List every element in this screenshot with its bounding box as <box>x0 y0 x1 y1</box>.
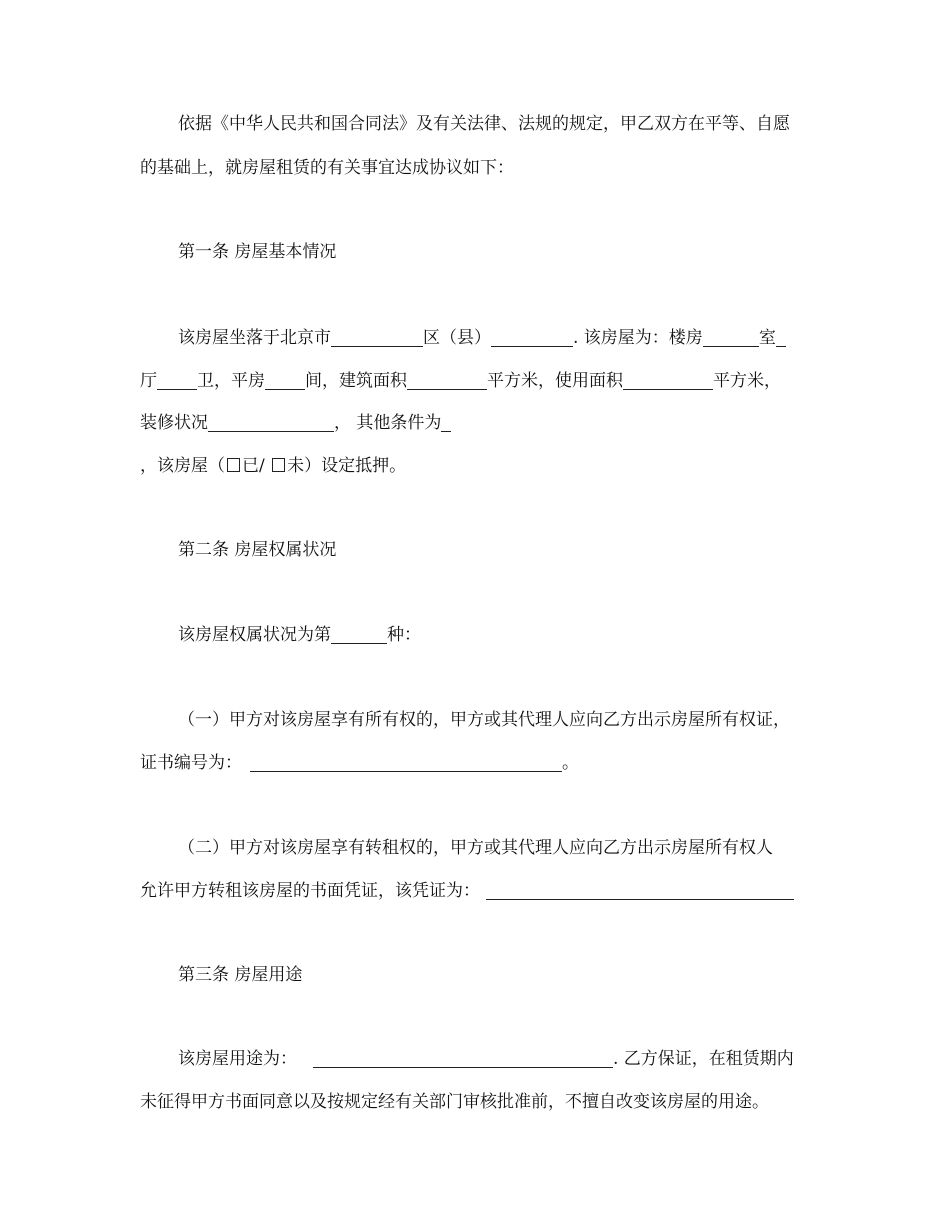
text: 种： <box>387 625 421 645</box>
article2-option1-line-1 <box>178 708 950 732</box>
mortgaged-no-checkbox[interactable] <box>272 458 285 472</box>
bathrooms-blank[interactable] <box>157 371 197 390</box>
article2-option1-line-2 <box>140 751 950 775</box>
text: 未征得甲方书面同意以及按规定经有关部门审核批准前，不擅自改变该房屋的用途。 <box>140 1092 769 1112</box>
bungalow-rooms-blank[interactable] <box>265 371 305 390</box>
article2-option2-line-1 <box>178 836 950 860</box>
article3-heading-text: 第三条 房屋用途 <box>178 965 303 985</box>
intro-line-1 <box>178 112 950 136</box>
text: 区（县） <box>423 328 491 348</box>
article2-line-1 <box>178 623 950 647</box>
text: （二）甲方对该房屋享有转租权的，甲方或其代理人应向乙方出示房屋所有权人 <box>178 838 773 858</box>
text: 平方米，使用面积 <box>487 371 623 391</box>
house-usage-blank[interactable] <box>313 1049 613 1068</box>
usable-area-blank[interactable] <box>623 371 713 390</box>
text: 该房屋坐落于北京市 <box>178 328 331 348</box>
text: ，该房屋（ <box>140 456 225 476</box>
intro-line-2 <box>140 156 950 180</box>
text: 室 <box>758 328 776 348</box>
sublease-certificate-blank[interactable] <box>486 881 794 900</box>
article3-line-1 <box>178 1047 950 1071</box>
article3-line-2 <box>140 1090 950 1114</box>
district-blank[interactable] <box>491 328 573 347</box>
text: 平方米， <box>713 371 781 391</box>
certificate-number-blank[interactable] <box>250 753 562 772</box>
text: 证书编号为： <box>140 753 242 773</box>
text: . 该房屋为：楼房 <box>573 328 703 348</box>
mortgaged-yes-checkbox[interactable] <box>227 458 240 472</box>
article2-heading <box>178 538 950 562</box>
text: ， 其他条件为 <box>334 413 442 433</box>
article1-line-4 <box>140 454 950 478</box>
ownership-type-blank[interactable] <box>331 625 387 644</box>
article1-line-1 <box>178 326 950 350</box>
building-area-blank[interactable] <box>407 371 487 390</box>
text: 未）设定抵押。 <box>287 456 407 476</box>
intro-text-1: 依据《中华人民共和国合同法》及有关法律、法规的规定，甲乙双方在平等、自愿 <box>178 114 790 134</box>
city-district-blank[interactable] <box>331 328 423 347</box>
text: 。 <box>562 753 579 773</box>
text: 厅 <box>140 371 157 391</box>
other-conditions-blank[interactable] <box>441 413 451 432</box>
article1-heading <box>178 240 950 264</box>
text: 卫，平房 <box>197 371 265 391</box>
article2-heading-text: 第二条 房屋权属状况 <box>178 540 337 560</box>
text: 间，建筑面积 <box>305 371 407 391</box>
article1-line-2 <box>140 369 950 393</box>
text: 允许甲方转租该房屋的书面凭证，该凭证为： <box>140 881 480 901</box>
text: 已/ <box>242 456 271 476</box>
rooms-blank[interactable] <box>703 328 759 347</box>
intro-text-2: 的基础上，就房屋租赁的有关事宜达成协议如下： <box>140 158 514 178</box>
article2-option2-line-2 <box>140 879 950 903</box>
article1-heading-text: 第一条 房屋基本情况 <box>178 242 337 262</box>
text: . 乙方保证，在租赁期内 <box>613 1049 794 1069</box>
article3-heading <box>178 963 950 987</box>
article1-line-3 <box>140 411 950 435</box>
text: （一）甲方对该房屋享有所有权的，甲方或其代理人应向乙方出示房屋所有权证， <box>178 710 790 730</box>
text: 装修状况 <box>140 413 208 433</box>
decoration-blank[interactable] <box>208 413 334 432</box>
text: 该房屋用途为： <box>178 1049 297 1069</box>
halls-blank[interactable] <box>776 328 786 347</box>
text: 该房屋权属状况为第 <box>178 625 331 645</box>
